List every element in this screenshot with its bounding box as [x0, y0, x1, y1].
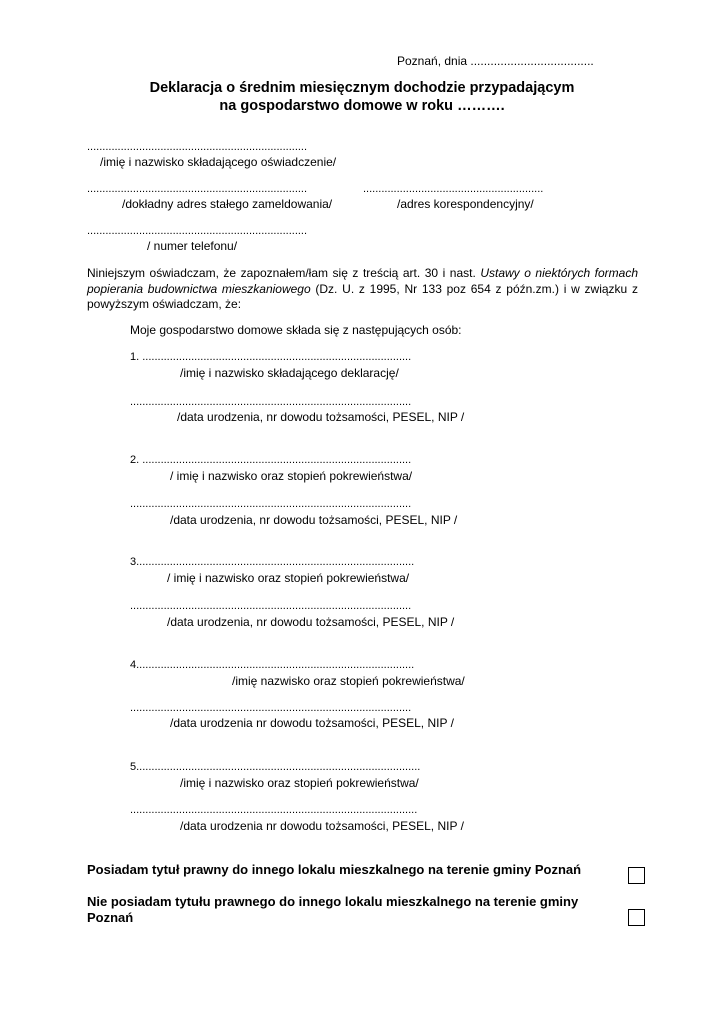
person-1-name-field[interactable]: 1. ........................................................................................ [130, 351, 412, 363]
no-title-option-text-line1: Nie posiadam tytułu prawnego do innego lokalu mieszkalnego na terenie gminy [87, 894, 579, 909]
statement-paragraph [87, 266, 638, 313]
person-2-data-label: /data urodzenia, nr dowodu tożsamości, PESEL, NIP / [170, 513, 458, 527]
person-2-name-label: / imię i nazwisko oraz stopień pokrewieństwa/ [170, 469, 413, 483]
person-4-data-label: /data urodzenia nr dowodu tożsamości, PESEL, NIP / [170, 716, 454, 730]
place-date-line[interactable]: Poznań, dnia ..................................... [397, 54, 594, 68]
act-name: Ustawy o niektórych formach popierania budownictwa mieszkaniowego [87, 266, 638, 296]
person-4-data-field[interactable]: ............................................................................................ [130, 702, 412, 714]
applicant-name-field[interactable]: ........................................................................ [87, 141, 308, 153]
person-1-data-label: /data urodzenia, nr dowodu tożsamości, PESEL, NIP / [177, 410, 465, 424]
person-1-name-label: /imię i nazwisko składającego deklarację/ [180, 366, 399, 380]
has-title-checkbox[interactable] [628, 867, 645, 884]
no-title-option-text-line2: Poznań [87, 910, 134, 925]
person-2-name-field[interactable]: 2. ........................................................................................ [130, 454, 412, 466]
person-4-name-label: /imię nazwisko oraz stopień pokrewieństwa/ [232, 674, 465, 688]
address-label: /dokładny adres stałego zameldowania/ [122, 197, 333, 211]
person-1-data-field[interactable]: ............................................................................................ [130, 396, 412, 408]
applicant-name-label: /imię i nazwisko składającego oświadczenie/ [100, 155, 337, 169]
person-5-data-label: /data urodzenia nr dowodu tożsamości, PESEL, NIP / [180, 819, 464, 833]
person-3-data-label: /data urodzenia, nr dowodu tożsamości, PESEL, NIP / [167, 615, 455, 629]
person-5-name-field[interactable]: 5............................................................................................. [130, 761, 421, 773]
person-3-name-label: / imię i nazwisko oraz stopień pokrewieństwa/ [167, 571, 410, 585]
statement-part1: Niniejszym oświadczam, że zapoznałem/łam się z treścią art. 30 i nast. [87, 266, 481, 280]
person-3-data-field[interactable]: ............................................................................................ [130, 600, 412, 612]
no-title-checkbox[interactable] [628, 909, 645, 926]
person-5-data-field[interactable]: .............................................................................................. [130, 804, 418, 816]
person-3-name-field[interactable]: 3........................................................................................... [130, 556, 415, 568]
person-4-name-field[interactable]: 4........................................................................................... [130, 659, 415, 671]
phone-field[interactable]: ........................................................................ [87, 225, 308, 237]
document-title-line2: na gospodarstwo domowe w roku ………. [219, 98, 505, 114]
address-field[interactable]: ........................................................................ [87, 183, 308, 195]
correspondence-address-field[interactable]: ........................................................... [363, 183, 544, 195]
document-title-line1: Deklaracja o średnim miesięcznym dochodzie przypadającym [149, 80, 575, 96]
statement-part2: (Dz. U. z 1995, Nr 133 poz 654 z późn.zm.) i w związku z powyższym oświadczam, że: [87, 281, 638, 311]
household-intro: Moje gospodarstwo domowe składa się z następujących osób: [130, 323, 462, 337]
has-title-option-text: Posiadam tytuł prawny do innego lokalu mieszkalnego na terenie gminy Poznań [87, 862, 582, 877]
correspondence-address-label: /adres korespondencyjny/ [397, 197, 534, 211]
person-5-name-label: /imię i nazwisko oraz stopień pokrewieństwa/ [180, 776, 419, 790]
person-2-data-field[interactable]: ............................................................................................ [130, 498, 412, 510]
phone-label: / numer telefonu/ [147, 239, 238, 253]
